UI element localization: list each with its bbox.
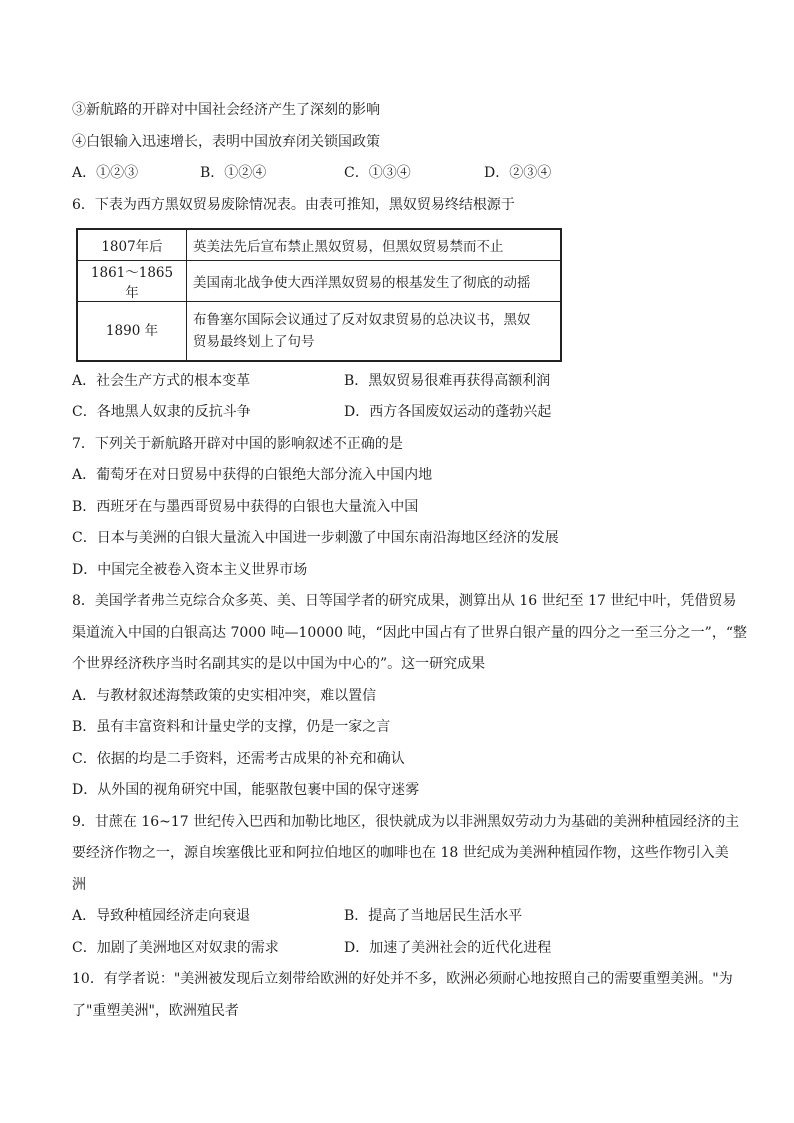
q5-option-d: D．②③④ (484, 165, 552, 181)
q6-option-a: A．社会生产方式的根本变革 (72, 373, 251, 389)
q7-option-b: B．西班牙在与墨西哥贸易中获得的白银也大量流入中国 (72, 499, 419, 515)
table-cell-year: 1807年后 (77, 229, 187, 261)
q6-option-d: D．西方各国废奴运动的蓬勃兴起 (344, 404, 552, 420)
table-row (77, 229, 561, 261)
table-cell-event: 美国南北战争使大西洋黑奴贸易的根基发生了彻底的动摇 (187, 261, 562, 302)
q5-option-a: A．①②③ (72, 165, 139, 181)
q6-stem: 6．下表为西方黑奴贸易废除情况表。由表可推知，黑奴贸易终结根源于 (72, 197, 515, 213)
q6-option-b: B．黑奴贸易很难再获得高额利润 (344, 373, 551, 389)
table-cell-event: 英美法先后宣布禁止黑奴贸易，但黑奴贸易禁而不止 (187, 229, 562, 261)
q9-option-a: A．导致种植园经济走向衰退 (72, 908, 251, 924)
q9-stem-line: 要经济作物之一，源自埃塞俄比亚和阿拉伯地区的咖啡也在 18 世纪成为美洲种植园作物，这些作物引入美 (72, 845, 729, 861)
q9-stem-line: 洲 (72, 877, 86, 893)
q6-option-c: C．各地黑人奴隶的反抗斗争 (72, 404, 251, 420)
q10-stem-line: 10．有学者说："美洲被发现后立刻带给欧洲的好处并不多，欧洲必须耐心地按照自己的需要重塑美洲。"为 (72, 971, 733, 987)
q8-stem-line: 渠道流入中国的白银高达 7000 吨—10000 吨，“因此中国占有了世界白银产量的四分之一至三分之一”，“整 (72, 625, 747, 641)
q7-stem: 7．下列关于新航路开辟对中国的影响叙述不正确的是 (72, 436, 403, 452)
q9-stem-line: 9．甘蔗在 16~17 世纪传入巴西和加勒比地区，很快就成为以非洲黑奴劳动力为基础的美洲种植园经济的主 (72, 814, 740, 830)
table-cell-event (187, 302, 562, 362)
q8-stem-line: 个世界经济秩序当时名副其实的是以中国为中心的”。这一研究成果 (72, 656, 486, 672)
q5-option-c: C．①③④ (344, 165, 411, 181)
table-cell-event-line: 贸易最终划上了句号 (193, 334, 315, 350)
table-row (77, 302, 561, 362)
q5-statement-3: ③新航路的开辟对中国社会经济产生了深刻的影响 (72, 102, 380, 118)
q9-option-d: D．加速了美洲社会的近代化进程 (344, 940, 552, 956)
q7-option-c: C．日本与美洲的白银大量流入中国进一步刺激了中国东南沿海地区经济的发展 (72, 530, 559, 546)
q8-option-d: D．从外国的视角研究中国，能驱散包裹中国的保守迷雾 (72, 782, 420, 798)
table-row (77, 261, 561, 302)
q8-option-c: C．依据的均是二手资料，还需考古成果的补充和确认 (72, 751, 405, 767)
table-cell-event-line: 布鲁塞尔国际会议通过了反对奴隶贸易的总决议书，黑奴 (193, 312, 531, 328)
table-cell-year: 1890 年 (77, 302, 187, 362)
q9-option-c: C．加剧了美洲地区对奴隶的需求 (72, 940, 279, 956)
q9-option-b: B．提高了当地居民生活水平 (344, 908, 523, 924)
slave-trade-table (76, 228, 562, 362)
q8-option-a: A．与教材叙述海禁政策的史实相冲突，难以置信 (72, 688, 377, 704)
q5-option-b: B．①②④ (200, 165, 267, 181)
q5-statement-4: ④白银输入迅速增长，表明中国放弃闭关锁国政策 (72, 134, 380, 150)
q8-option-b: B．虽有丰富资料和计量史学的支撑，仍是一家之言 (72, 719, 391, 735)
q7-option-a: A．葡萄牙在对日贸易中获得的白银绝大部分流入中国内地 (72, 467, 433, 483)
table-cell-year: 1861～1865 年 (77, 261, 187, 302)
q8-stem-line: 8．美国学者弗兰克综合众多英、美、日等国学者的研究成果，测算出从 16 世纪至 17 世纪中叶，凭借贸易 (72, 593, 737, 609)
q7-option-d: D．中国完全被卷入资本主义世界市场 (72, 562, 308, 578)
q10-stem-line: 了"重塑美洲"，欧洲殖民者 (72, 1003, 239, 1019)
